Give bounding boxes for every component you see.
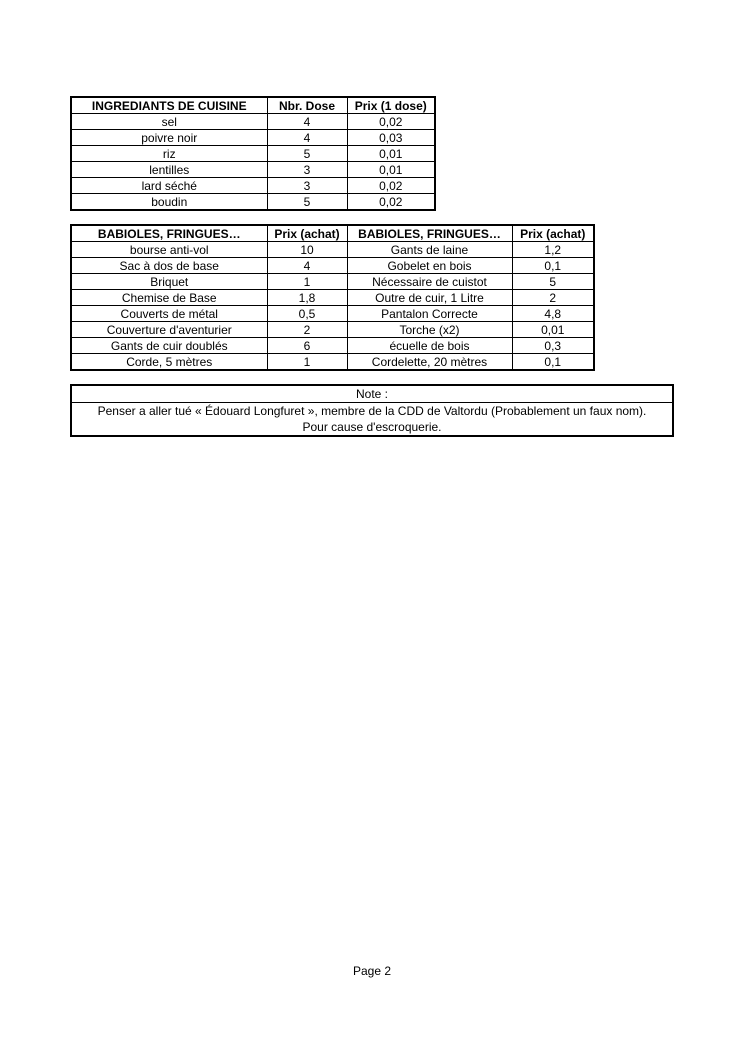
babioles-row (71, 354, 594, 371)
note-body-row (71, 403, 673, 437)
babioles-row (71, 242, 594, 258)
babioles-row (71, 306, 594, 322)
babioles-row-cell: Pantalon Correcte (347, 306, 512, 322)
ingredients-row (71, 178, 435, 194)
babioles-row-cell: 5 (512, 274, 594, 290)
ingredients-row (71, 194, 435, 211)
ingredients-header-name: INGREDIANTS DE CUISINE (71, 97, 267, 114)
ingredients-row-cell: poivre noir (71, 130, 267, 146)
ingredients-header-dose: Nbr. Dose (267, 97, 347, 114)
ingredients-row-cell: sel (71, 114, 267, 130)
ingredients-row-cell: boudin (71, 194, 267, 211)
ingredients-header-price: Prix (1 dose) (347, 97, 435, 114)
ingredients-row (71, 146, 435, 162)
page-number: Page 2 (352, 964, 392, 978)
ingredients-row (71, 130, 435, 146)
note-title-row (71, 385, 673, 403)
ingredients-row-cell: lentilles (71, 162, 267, 178)
babioles-row-cell: 0,01 (512, 322, 594, 338)
ingredients-row (71, 162, 435, 178)
babioles-row-cell: Chemise de Base (71, 290, 267, 306)
babioles-row-cell: écuelle de bois (347, 338, 512, 354)
babioles-row-cell: 1 (267, 274, 347, 290)
ingredients-row-cell: 0,01 (347, 162, 435, 178)
babioles-header-row (71, 225, 594, 242)
babioles-row-cell: Couverts de métal (71, 306, 267, 322)
babioles-row-cell: Torche (x2) (347, 322, 512, 338)
ingredients-row-cell: 4 (267, 114, 347, 130)
babioles-row-cell: 2 (512, 290, 594, 306)
babioles-row-cell: 4,8 (512, 306, 594, 322)
ingredients-header-row (71, 97, 435, 114)
babioles-row-cell: 2 (267, 322, 347, 338)
babioles-header-item-right: BABIOLES, FRINGUES… (347, 225, 512, 242)
ingredients-row-cell: lard séché (71, 178, 267, 194)
ingredients-row-cell: 0,01 (347, 146, 435, 162)
babioles-row-cell: Briquet (71, 274, 267, 290)
ingredients-table (70, 96, 436, 211)
babioles-row-cell: Sac à dos de base (71, 258, 267, 274)
babioles-row (71, 322, 594, 338)
note-line-2: Pour cause d'escroquerie. (302, 420, 442, 434)
note-line-1: Penser a aller tué « Édouard Longfuret », membre de la CDD de Valtordu (Probablement un faux nom). (97, 404, 647, 418)
ingredients-row-cell: 4 (267, 130, 347, 146)
babioles-row-cell: 4 (267, 258, 347, 274)
babioles-row-cell: Cordelette, 20 mètres (347, 354, 512, 371)
ingredients-row-cell: 0,03 (347, 130, 435, 146)
babioles-header-price-left: Prix (achat) (267, 225, 347, 242)
babioles-row-cell: 0,1 (512, 258, 594, 274)
babioles-row-cell: 1,2 (512, 242, 594, 258)
babioles-row-cell: 0,5 (267, 306, 347, 322)
note-table (70, 384, 674, 437)
babioles-row-cell: Gants de laine (347, 242, 512, 258)
babioles-row-cell: Couverture d'aventurier (71, 322, 267, 338)
babioles-row-cell: 0,3 (512, 338, 594, 354)
ingredients-row-cell: 5 (267, 194, 347, 211)
babioles-row-cell: Gants de cuir doublés (71, 338, 267, 354)
babioles-row-cell: Outre de cuir, 1 Litre (347, 290, 512, 306)
babioles-row (71, 338, 594, 354)
babioles-row-cell: 0,1 (512, 354, 594, 371)
ingredients-row-cell: 0,02 (347, 194, 435, 211)
babioles-row (71, 290, 594, 306)
note-title: Note : (71, 385, 673, 403)
babioles-row-cell: 6 (267, 338, 347, 354)
ingredients-row-cell: 0,02 (347, 178, 435, 194)
babioles-row-cell: Gobelet en bois (347, 258, 512, 274)
babioles-row-cell: 10 (267, 242, 347, 258)
ingredients-row-cell: 3 (267, 178, 347, 194)
babioles-header-item-left: BABIOLES, FRINGUES… (71, 225, 267, 242)
ingredients-row (71, 114, 435, 130)
babioles-row-cell: 1 (267, 354, 347, 371)
ingredients-row-cell: 3 (267, 162, 347, 178)
babioles-row-cell: Corde, 5 mètres (71, 354, 267, 371)
note-body (71, 403, 673, 437)
ingredients-row-cell: riz (71, 146, 267, 162)
babioles-row-cell: Nécessaire de cuistot (347, 274, 512, 290)
babioles-header-price-right: Prix (achat) (512, 225, 594, 242)
babioles-table (70, 224, 595, 371)
babioles-row (71, 274, 594, 290)
babioles-row (71, 258, 594, 274)
ingredients-row-cell: 5 (267, 146, 347, 162)
babioles-row-cell: 1,8 (267, 290, 347, 306)
ingredients-row-cell: 0,02 (347, 114, 435, 130)
babioles-row-cell: bourse anti-vol (71, 242, 267, 258)
